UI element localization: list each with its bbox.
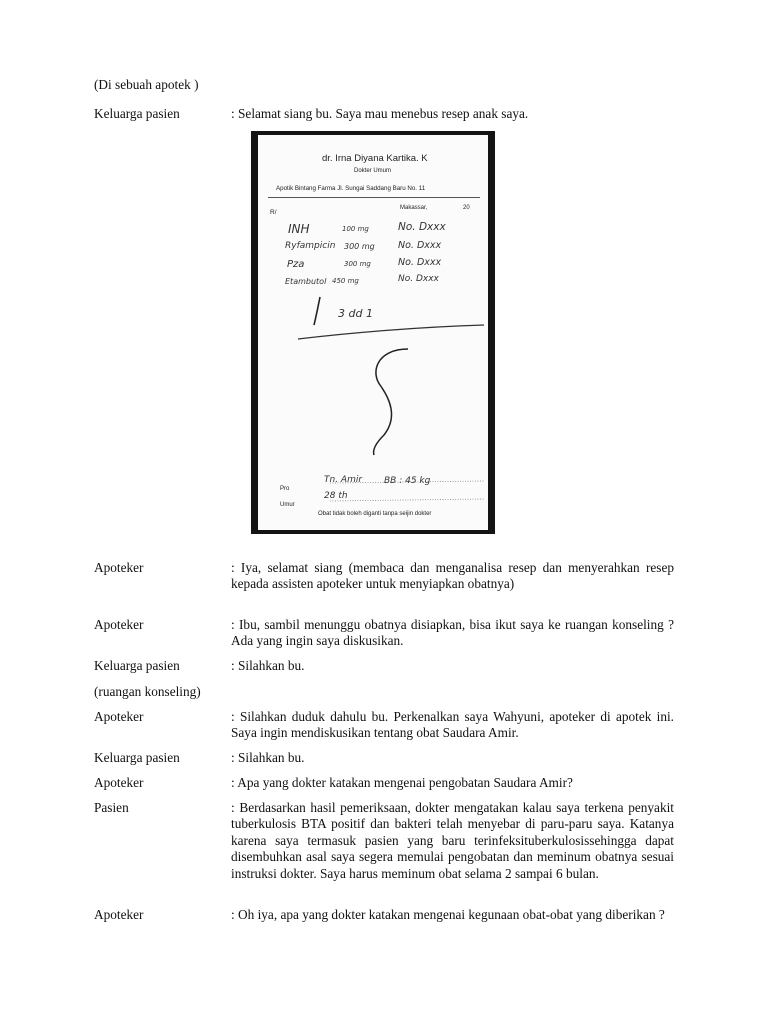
rx-item-qty: No. Dxxx (398, 240, 442, 251)
rx-item-dose: 300 mg (344, 242, 375, 251)
utterance: : Oh iya, apa yang dokter katakan mengenai kegunaan obat-obat yang diberikan ? (231, 907, 665, 922)
speaker-label: Keluarga pasien (94, 106, 180, 121)
rx-item-drug: Etambutol (285, 277, 327, 286)
speaker-label: Pasien (94, 800, 129, 815)
speaker-label: Apoteker (94, 775, 144, 790)
rx-pro-value: Tn. Amir (324, 475, 363, 485)
rx-item-drug: INH (288, 222, 310, 236)
prescription-image (251, 131, 495, 534)
rx-year: 20 (463, 205, 470, 211)
rx-umur-label: Umur (280, 502, 295, 508)
rx-signa: 3 dd 1 (338, 307, 373, 320)
scene-heading: (Di sebuah apotek ) (94, 77, 199, 92)
rx-item-drug: Ryfampicin (285, 241, 336, 251)
utterance: : Selamat siang bu. Saya mau menebus resep anak saya. (231, 106, 529, 121)
speaker-label: Keluarga pasien (94, 750, 180, 765)
rx-umur-value: 28 th (324, 491, 348, 501)
speaker-label: Apoteker (94, 617, 144, 632)
utterance: : Silahkan bu. (231, 750, 305, 765)
rx-doctor-title: Dokter Umum (354, 168, 392, 174)
rx-item-qty: No. Dxxx (398, 257, 442, 268)
utterance: : Ibu, sambil menunggu obatnya disiapkan, bisa ikut saya ke ruangan konseling ? Ada yang ingin saya diskusikan. (231, 617, 674, 649)
speaker-label: Apoteker (94, 709, 144, 724)
scene-heading: (ruangan konseling) (94, 684, 201, 699)
rx-handwriting-strokes (258, 135, 488, 530)
rx-symbol: R/ (270, 209, 277, 216)
rx-footer-note: Obat tidak boleh diganti tanpa seijin dokter (318, 511, 432, 517)
rx-address: Apotik Bintang Farma Jl. Sungai Saddang Baru No. 11 (276, 185, 426, 192)
utterance: : Berdasarkan hasil pemeriksaan, dokter mengatakan kalau saya terkena penyakit tuberkulosis BTA positif dan bakteri telah menyebar di paru-paru saya. Katanya karena saya termasuk pasien yang baru terinfeksituberkulosissehingga dapat disembuhkan asal saya segera memulai pengobatan dan meminum obatnya sesuai instruksi dokter. Saya harus meminum obat selama 2 sampai 6 bulan. (231, 800, 674, 881)
rx-item-dose: 100 mg (342, 225, 369, 233)
speaker-label: Apoteker (94, 560, 144, 575)
utterance: : Iya, selamat siang (membaca dan menganalisa resep dan menyerahkan resep kepada assisten apoteker untuk menyiapkan obatnya) (231, 560, 674, 592)
rx-weight: BB : 45 kg (384, 476, 431, 486)
rx-item-dose: 300 mg (344, 260, 371, 268)
rx-pro-label: Pro (280, 486, 290, 492)
speaker-label: Keluarga pasien (94, 658, 180, 673)
rx-item-drug: Pza (287, 259, 305, 270)
utterance: : Silahkan duduk dahulu bu. Perkenalkan saya Wahyuni, apoteker di apotek ini. Saya ingin mendiskusikan tentang obat Saudara Amir. (231, 709, 674, 741)
rx-city: Makassar, (400, 205, 428, 211)
speaker-label: Apoteker (94, 907, 144, 922)
rx-item-dose: 450 mg (332, 277, 359, 285)
rx-item-qty: No. Dxxx (398, 221, 446, 233)
utterance: : Silahkan bu. (231, 658, 305, 673)
rx-doctor-name: dr. Irna Diyana Kartika. K (322, 153, 428, 164)
utterance: : Apa yang dokter katakan mengenai pengobatan Saudara Amir? (231, 775, 573, 790)
rx-item-qty: No. Dxxx (398, 274, 439, 284)
